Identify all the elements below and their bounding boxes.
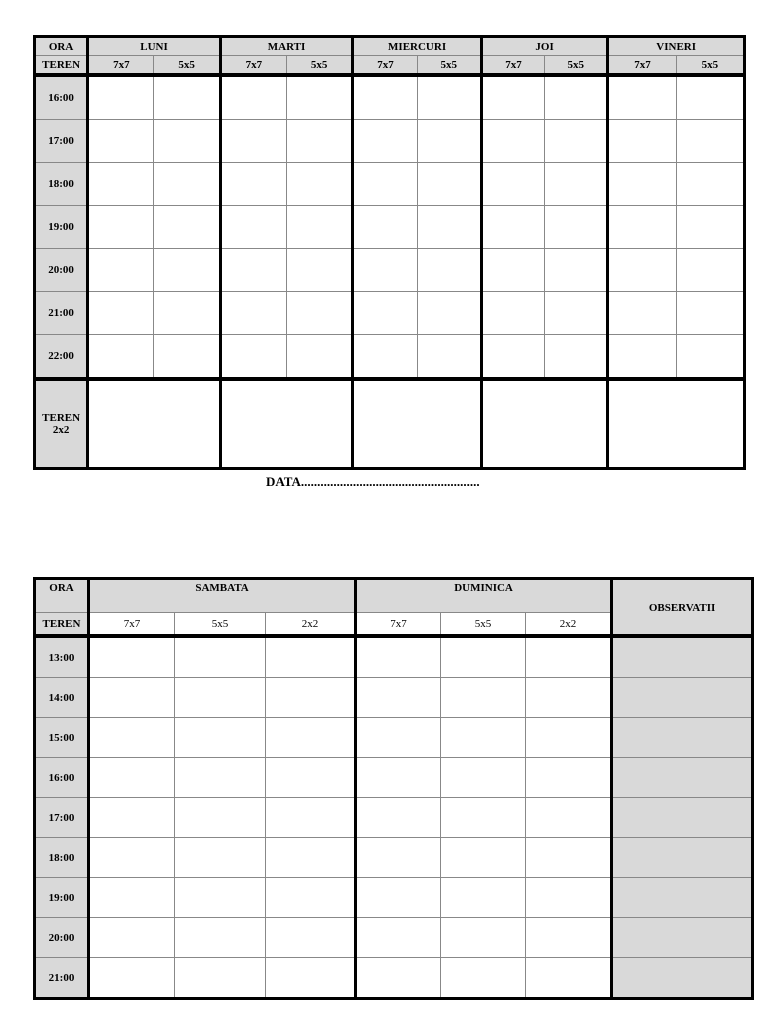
schedule-cell[interactable] [526, 798, 612, 838]
schedule-cell[interactable] [481, 163, 544, 206]
schedule-cell[interactable] [266, 958, 356, 999]
format-header: 5x5 [154, 56, 220, 76]
schedule-cell[interactable] [441, 718, 526, 758]
schedule-cell[interactable] [545, 249, 608, 292]
schedule-cell[interactable] [441, 798, 526, 838]
teren-header: TEREN [35, 56, 88, 76]
schedule-cell[interactable] [266, 678, 356, 718]
table-row [35, 878, 753, 918]
observations-cell[interactable] [612, 798, 753, 838]
format-header: 7x7 [481, 56, 544, 76]
schedule-cell[interactable] [89, 918, 175, 958]
schedule-cell[interactable] [154, 335, 220, 380]
teren-2x2-cell-luni[interactable] [88, 379, 221, 469]
schedule-cell[interactable] [89, 758, 175, 798]
hour-label: 17:00 [35, 798, 89, 838]
teren-2x2-label [35, 379, 88, 469]
schedule-cell[interactable] [441, 918, 526, 958]
schedule-cell[interactable] [481, 249, 544, 292]
schedule-cell[interactable] [353, 249, 417, 292]
hour-label: 21:00 [35, 292, 88, 335]
schedule-cell[interactable] [220, 249, 286, 292]
schedule-cell[interactable] [441, 958, 526, 999]
schedule-cell[interactable] [353, 163, 417, 206]
hour-label: 13:00 [35, 636, 89, 678]
schedule-cell[interactable] [676, 163, 744, 206]
format-header: 5x5 [175, 613, 266, 637]
schedule-cell[interactable] [88, 292, 154, 335]
schedule-cell[interactable] [676, 335, 744, 380]
schedule-cell[interactable] [287, 163, 353, 206]
table-row [35, 758, 753, 798]
table-row [35, 335, 745, 380]
schedule-cell[interactable] [526, 838, 612, 878]
schedule-cell[interactable] [175, 798, 266, 838]
format-header: 7x7 [89, 613, 175, 637]
schedule-cell[interactable] [526, 718, 612, 758]
observations-cell[interactable] [612, 958, 753, 999]
teren-2x2-cell-marti[interactable] [220, 379, 353, 469]
schedule-cell[interactable] [175, 878, 266, 918]
teren-2x2-cell-miercuri[interactable] [353, 379, 482, 469]
hour-label: 16:00 [35, 75, 88, 120]
schedule-cell[interactable] [545, 163, 608, 206]
schedule-cell[interactable] [88, 75, 154, 120]
schedule-cell[interactable] [608, 206, 676, 249]
schedule-cell[interactable] [545, 335, 608, 380]
schedule-cell[interactable] [676, 120, 744, 163]
ora-header: ORA [35, 37, 88, 56]
schedule-cell[interactable] [417, 335, 481, 380]
schedule-cell[interactable] [287, 292, 353, 335]
schedule-cell[interactable] [266, 838, 356, 878]
format-header: 5x5 [441, 613, 526, 637]
format-header: 7x7 [220, 56, 286, 76]
schedule-cell[interactable] [154, 249, 220, 292]
day-header-sambata: SAMBATA [89, 579, 356, 613]
schedule-cell[interactable] [441, 838, 526, 878]
schedule-cell[interactable] [417, 249, 481, 292]
schedule-cell[interactable] [676, 75, 744, 120]
schedule-cell[interactable] [441, 878, 526, 918]
table-row [35, 838, 753, 878]
table-row [35, 163, 745, 206]
schedule-cell[interactable] [417, 206, 481, 249]
schedule-cell[interactable] [88, 206, 154, 249]
schedule-cell[interactable] [88, 120, 154, 163]
schedule-cell[interactable] [356, 798, 441, 838]
schedule-cell[interactable] [175, 718, 266, 758]
observations-cell[interactable] [612, 918, 753, 958]
schedule-cell[interactable] [353, 120, 417, 163]
schedule-cell[interactable] [220, 163, 286, 206]
schedule-cell[interactable] [154, 163, 220, 206]
schedule-cell[interactable] [608, 292, 676, 335]
schedule-cell[interactable] [526, 878, 612, 918]
schedule-cell[interactable] [481, 335, 544, 380]
hour-label: 17:00 [35, 120, 88, 163]
schedule-cell[interactable] [417, 163, 481, 206]
hour-label: 16:00 [35, 758, 89, 798]
schedule-cell[interactable] [481, 292, 544, 335]
schedule-cell[interactable] [676, 206, 744, 249]
schedule-cell[interactable] [608, 75, 676, 120]
day-header-luni: LUNI [88, 37, 221, 56]
schedule-cell[interactable] [220, 292, 286, 335]
schedule-cell[interactable] [266, 878, 356, 918]
schedule-cell[interactable] [545, 120, 608, 163]
schedule-cell[interactable] [175, 838, 266, 878]
schedule-cell[interactable] [481, 206, 544, 249]
day-header-marti: MARTI [220, 37, 353, 56]
teren-2x2-cell-vineri[interactable] [608, 379, 745, 469]
schedule-cell[interactable] [88, 335, 154, 380]
hour-label: 19:00 [35, 206, 88, 249]
schedule-cell[interactable] [545, 206, 608, 249]
observations-cell[interactable] [612, 678, 753, 718]
format-header: 5x5 [545, 56, 608, 76]
observations-cell[interactable] [612, 838, 753, 878]
schedule-cell[interactable] [220, 335, 286, 380]
schedule-cell[interactable] [441, 636, 526, 678]
schedule-cell[interactable] [266, 918, 356, 958]
schedule-cell[interactable] [220, 120, 286, 163]
table-row [35, 292, 745, 335]
hour-label: 21:00 [35, 958, 89, 999]
format-header: 7x7 [353, 56, 417, 76]
date-line: DATA....................................................... [266, 474, 480, 489]
schedule-cell[interactable] [89, 878, 175, 918]
schedule-cell[interactable] [89, 678, 175, 718]
schedule-cell[interactable] [441, 758, 526, 798]
teren-2x2-label-line1: TEREN [42, 412, 81, 424]
format-header: 7x7 [608, 56, 676, 76]
weekday-schedule-table [33, 35, 746, 470]
teren-header: TEREN [35, 613, 89, 637]
schedule-cell[interactable] [676, 249, 744, 292]
schedule-cell[interactable] [175, 678, 266, 718]
schedule-cell[interactable] [353, 335, 417, 380]
schedule-cell[interactable] [353, 206, 417, 249]
schedule-cell[interactable] [545, 75, 608, 120]
table-row [35, 918, 753, 958]
format-header: 5x5 [287, 56, 353, 76]
observations-cell[interactable] [612, 636, 753, 678]
day-header-duminica: DUMINICA [356, 579, 612, 613]
observations-cell[interactable] [612, 718, 753, 758]
schedule-cell[interactable] [287, 335, 353, 380]
schedule-cell[interactable] [175, 636, 266, 678]
weekend-schedule-table [33, 577, 754, 1000]
schedule-cell[interactable] [266, 636, 356, 678]
schedule-cell[interactable] [89, 958, 175, 999]
schedule-cell[interactable] [89, 798, 175, 838]
schedule-cell[interactable] [353, 75, 417, 120]
table-row [35, 678, 753, 718]
table-row [35, 636, 753, 678]
table-row [35, 958, 753, 999]
schedule-cell[interactable] [356, 636, 441, 678]
schedule-cell[interactable] [175, 758, 266, 798]
day-header-miercuri: MIERCURI [353, 37, 482, 56]
schedule-cell[interactable] [89, 718, 175, 758]
schedule-cell[interactable] [356, 838, 441, 878]
schedule-cell[interactable] [287, 120, 353, 163]
schedule-cell[interactable] [175, 958, 266, 999]
schedule-cell[interactable] [417, 120, 481, 163]
hour-label: 22:00 [35, 335, 88, 380]
hour-label: 15:00 [35, 718, 89, 758]
day-header-joi: JOI [481, 37, 608, 56]
schedule-cell[interactable] [526, 636, 612, 678]
teren-2x2-label-line2: 2x2 [52, 424, 70, 436]
schedule-cell[interactable] [89, 838, 175, 878]
schedule-cell[interactable] [89, 636, 175, 678]
table-row [35, 249, 745, 292]
format-header: 2x2 [266, 613, 356, 637]
hour-label: 20:00 [35, 918, 89, 958]
schedule-cell[interactable] [266, 758, 356, 798]
schedule-cell[interactable] [356, 878, 441, 918]
schedule-cell[interactable] [608, 163, 676, 206]
schedule-cell[interactable] [88, 163, 154, 206]
table-row [35, 75, 745, 120]
teren-2x2-cell-joi[interactable] [481, 379, 608, 469]
format-header: 2x2 [526, 613, 612, 637]
schedule-cell[interactable] [154, 120, 220, 163]
schedule-cell[interactable] [353, 292, 417, 335]
schedule-cell[interactable] [154, 292, 220, 335]
table-row [35, 206, 745, 249]
ora-header: ORA [35, 579, 89, 613]
schedule-cell[interactable] [608, 249, 676, 292]
schedule-cell[interactable] [287, 75, 353, 120]
schedule-cell[interactable] [417, 75, 481, 120]
schedule-cell[interactable] [676, 292, 744, 335]
schedule-cell[interactable] [88, 249, 154, 292]
schedule-cell[interactable] [441, 678, 526, 718]
hour-label: 18:00 [35, 163, 88, 206]
hour-label: 14:00 [35, 678, 89, 718]
schedule-cell[interactable] [608, 335, 676, 380]
observations-header: OBSERVATII [612, 579, 753, 637]
schedule-cell[interactable] [356, 918, 441, 958]
schedule-cell[interactable] [356, 758, 441, 798]
hour-label: 19:00 [35, 878, 89, 918]
schedule-cell[interactable] [287, 249, 353, 292]
format-header: 5x5 [676, 56, 744, 76]
schedule-cell[interactable] [481, 120, 544, 163]
schedule-cell[interactable] [526, 678, 612, 718]
schedule-cell[interactable] [417, 292, 481, 335]
schedule-cell[interactable] [545, 292, 608, 335]
schedule-cell[interactable] [356, 678, 441, 718]
observations-cell[interactable] [612, 758, 753, 798]
table-row [35, 798, 753, 838]
day-header-vineri: VINERI [608, 37, 745, 56]
hour-label: 20:00 [35, 249, 88, 292]
schedule-cell[interactable] [220, 75, 286, 120]
schedule-cell[interactable] [356, 958, 441, 999]
schedule-cell[interactable] [287, 206, 353, 249]
schedule-cell[interactable] [175, 918, 266, 958]
schedule-cell[interactable] [356, 718, 441, 758]
table-row [35, 120, 745, 163]
schedule-cell[interactable] [526, 958, 612, 999]
hour-label: 18:00 [35, 838, 89, 878]
schedule-cell[interactable] [266, 718, 356, 758]
format-header: 7x7 [356, 613, 441, 637]
schedule-cell[interactable] [608, 120, 676, 163]
observations-cell[interactable] [612, 878, 753, 918]
schedule-cell[interactable] [526, 918, 612, 958]
schedule-cell[interactable] [526, 758, 612, 798]
schedule-cell[interactable] [154, 75, 220, 120]
table-row [35, 718, 753, 758]
schedule-cell[interactable] [154, 206, 220, 249]
schedule-cell[interactable] [220, 206, 286, 249]
schedule-cell[interactable] [481, 75, 544, 120]
schedule-cell[interactable] [266, 798, 356, 838]
format-header: 7x7 [88, 56, 154, 76]
format-header: 5x5 [417, 56, 481, 76]
